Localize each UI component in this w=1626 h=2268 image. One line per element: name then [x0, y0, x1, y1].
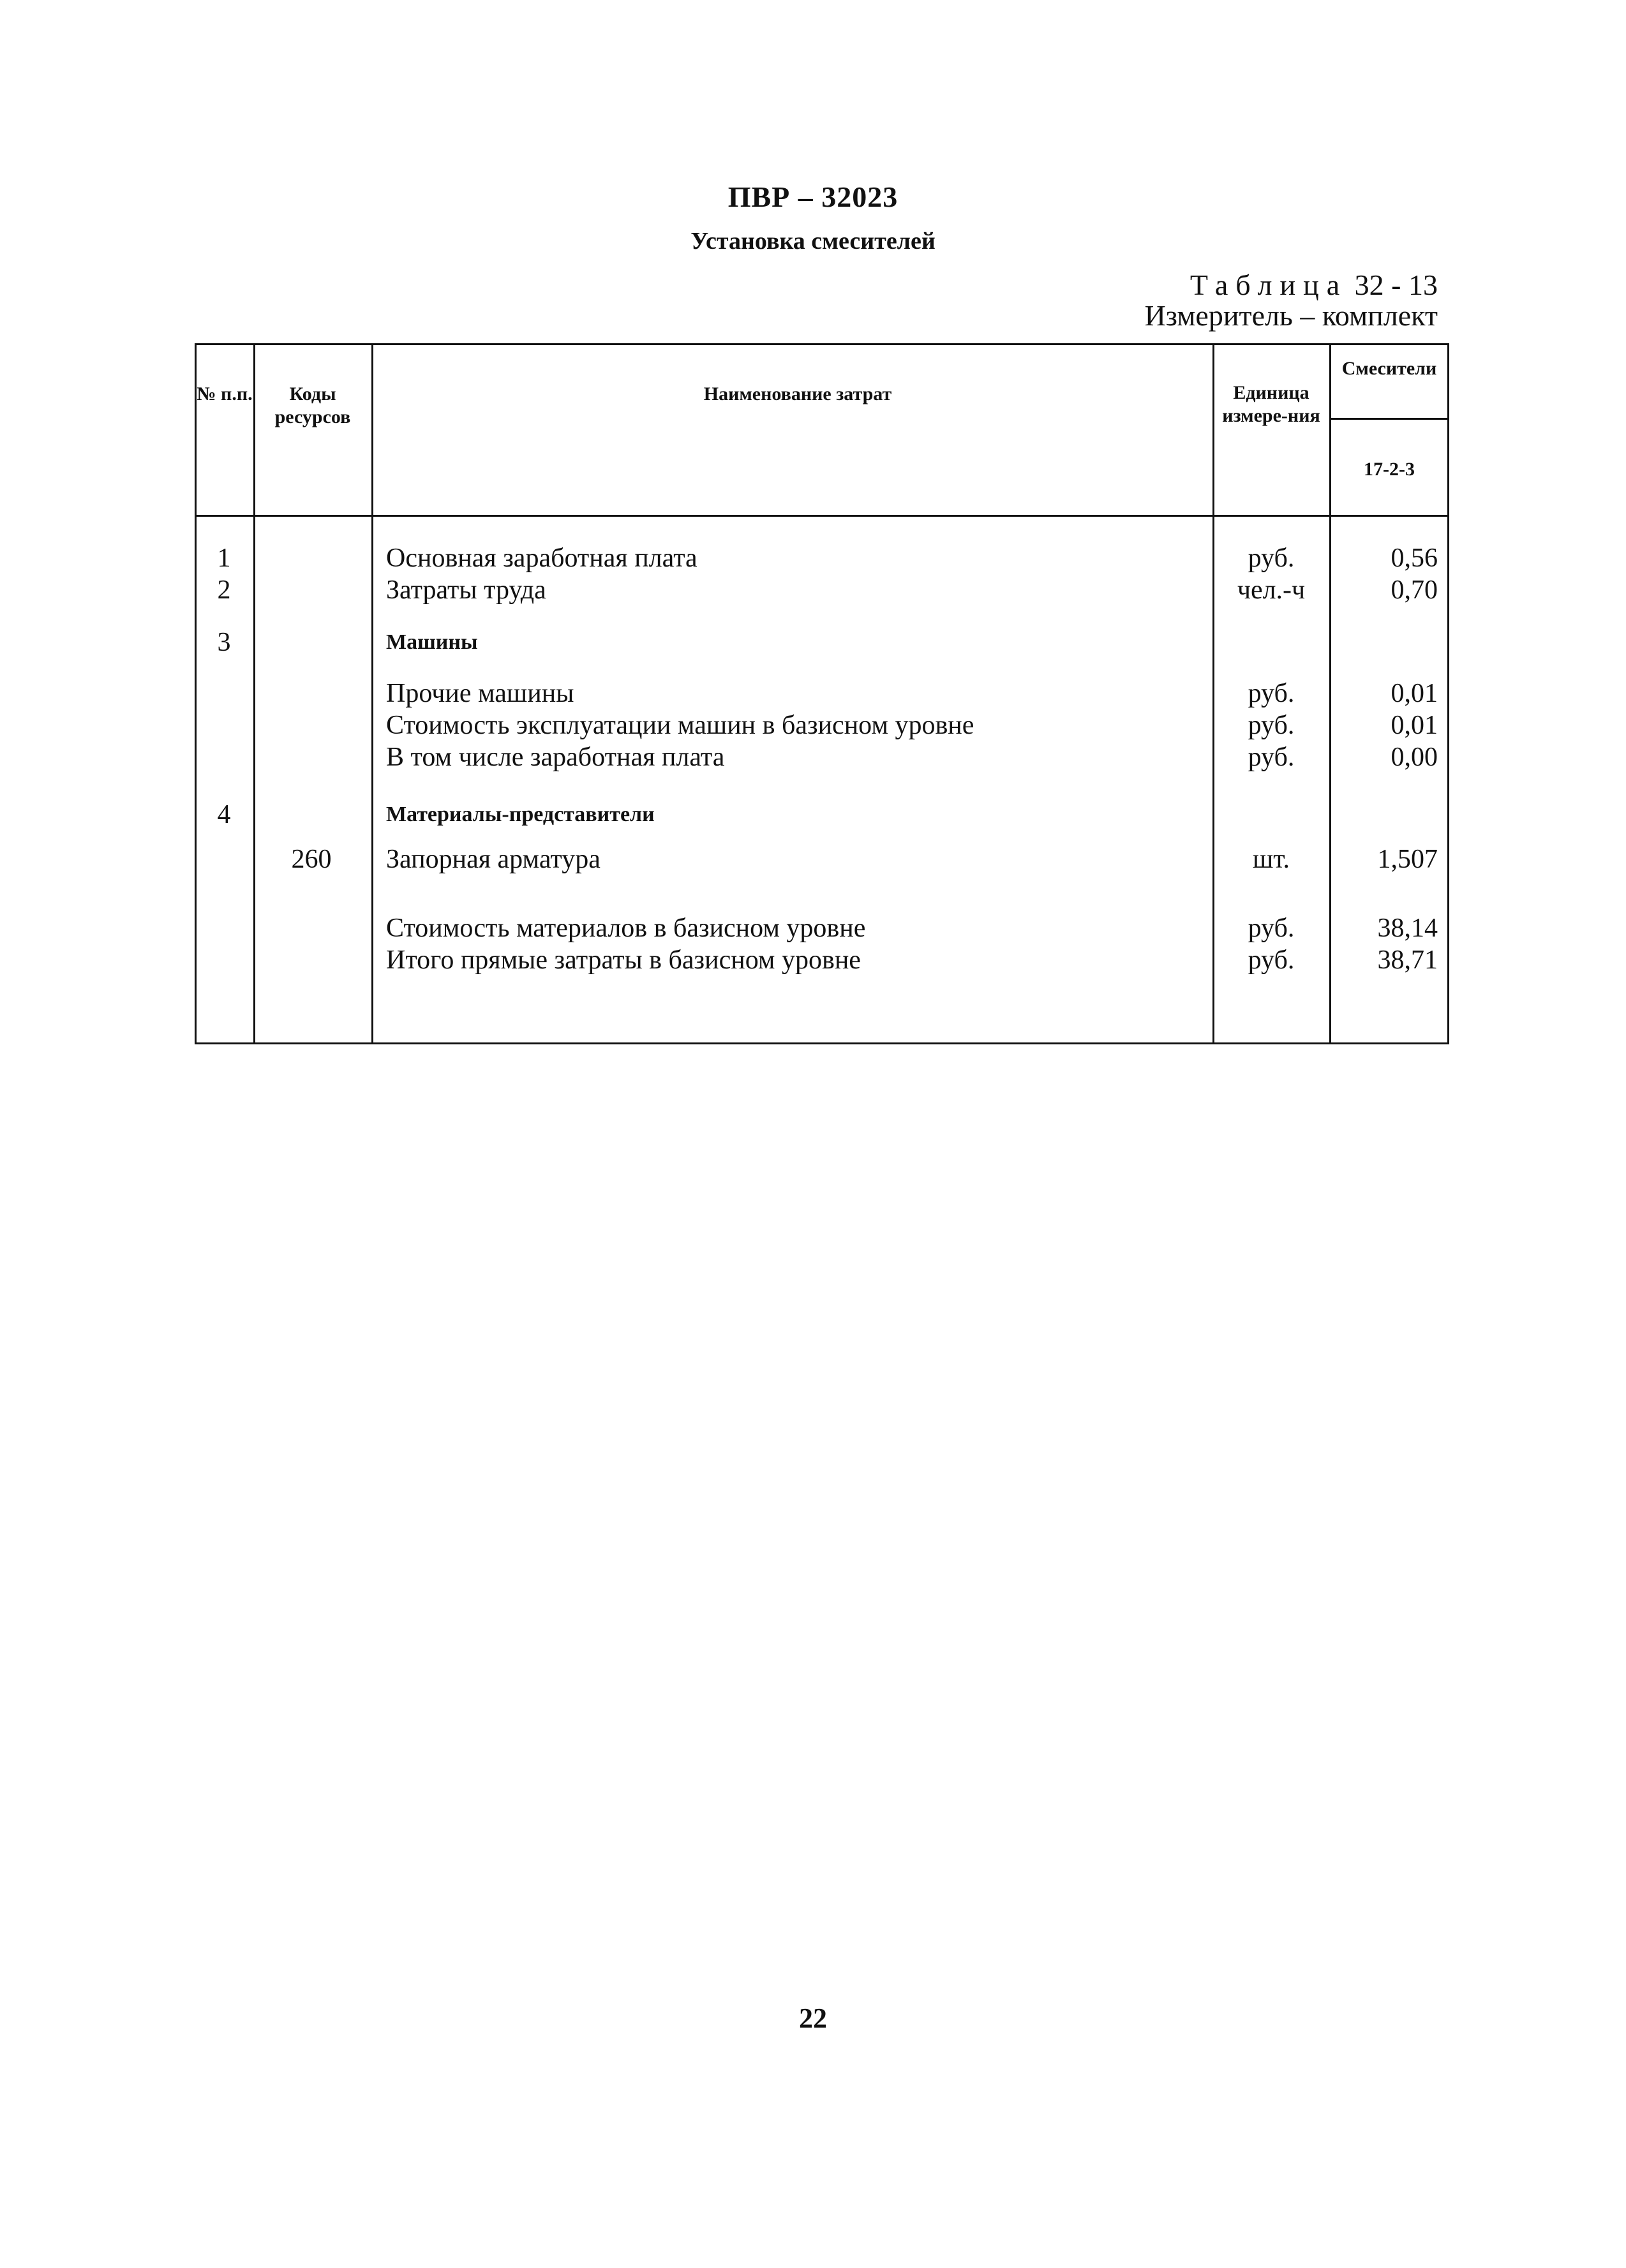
- row-name: Затраты труда: [386, 575, 546, 605]
- header-divider: [195, 515, 1449, 517]
- column-header-name: Наименование затрат: [703, 383, 892, 404]
- table-label: [1190, 268, 1438, 302]
- section-heading: Материалы-представители: [386, 803, 655, 826]
- row-value: 0,56: [1391, 544, 1438, 573]
- row-value: 0,01: [1391, 711, 1438, 740]
- column-header-codes: Коды ресурсов: [274, 383, 351, 427]
- row-unit: руб.: [1248, 711, 1295, 740]
- column-header-group: Смесители: [1341, 358, 1437, 379]
- row-unit: руб.: [1248, 544, 1295, 573]
- meter-label: Измеритель – комплект: [1144, 299, 1438, 332]
- row-value: 0,70: [1391, 575, 1438, 605]
- row-value: 38,14: [1377, 914, 1438, 943]
- row-name: Основная заработная плата: [386, 544, 697, 573]
- row-name: Запорная арматура: [386, 845, 600, 874]
- row-value: 38,71: [1377, 945, 1438, 975]
- row-name: В том числе заработная плата: [386, 743, 725, 772]
- column-header-norm: 17-2-3: [1364, 459, 1415, 480]
- document-code: ПВР – 32023: [727, 181, 899, 213]
- row-unit: шт.: [1252, 845, 1290, 874]
- table-divider: [371, 343, 373, 1044]
- column-header-unit: Единица измере-ния: [1222, 382, 1320, 426]
- row-unit: руб.: [1248, 914, 1295, 943]
- row-unit: руб.: [1248, 679, 1295, 708]
- row-number: 3: [217, 628, 231, 657]
- row-name: Прочие машины: [386, 679, 574, 708]
- row-number: 2: [217, 575, 231, 605]
- row-value: 0,01: [1391, 679, 1438, 708]
- row-name: Стоимость материалов в базисном уровне: [386, 914, 866, 943]
- row-unit: руб.: [1248, 945, 1295, 975]
- row-unit: руб.: [1248, 743, 1295, 772]
- section-heading: Машины: [386, 630, 478, 654]
- table-label-word: Таблица: [1190, 269, 1348, 301]
- group-divider: [1329, 418, 1449, 420]
- row-value: 0,00: [1391, 743, 1438, 772]
- row-unit: чел.-ч: [1237, 575, 1306, 605]
- document-title: Установка смесителей: [690, 228, 936, 255]
- row-name: Итого прямые затраты в базисном уровне: [386, 945, 861, 975]
- table-divider: [253, 343, 255, 1044]
- row-name: Стоимость эксплуатации машин в базисном уровне: [386, 711, 974, 740]
- table-label-number: 32 - 13: [1354, 269, 1438, 301]
- row-code: 260: [291, 845, 332, 874]
- row-number: 1: [217, 544, 231, 573]
- row-value: 1,507: [1377, 845, 1438, 874]
- page-number: 22: [799, 2003, 827, 2034]
- row-number: 4: [217, 800, 231, 829]
- column-header-num: № п.п.: [197, 383, 253, 404]
